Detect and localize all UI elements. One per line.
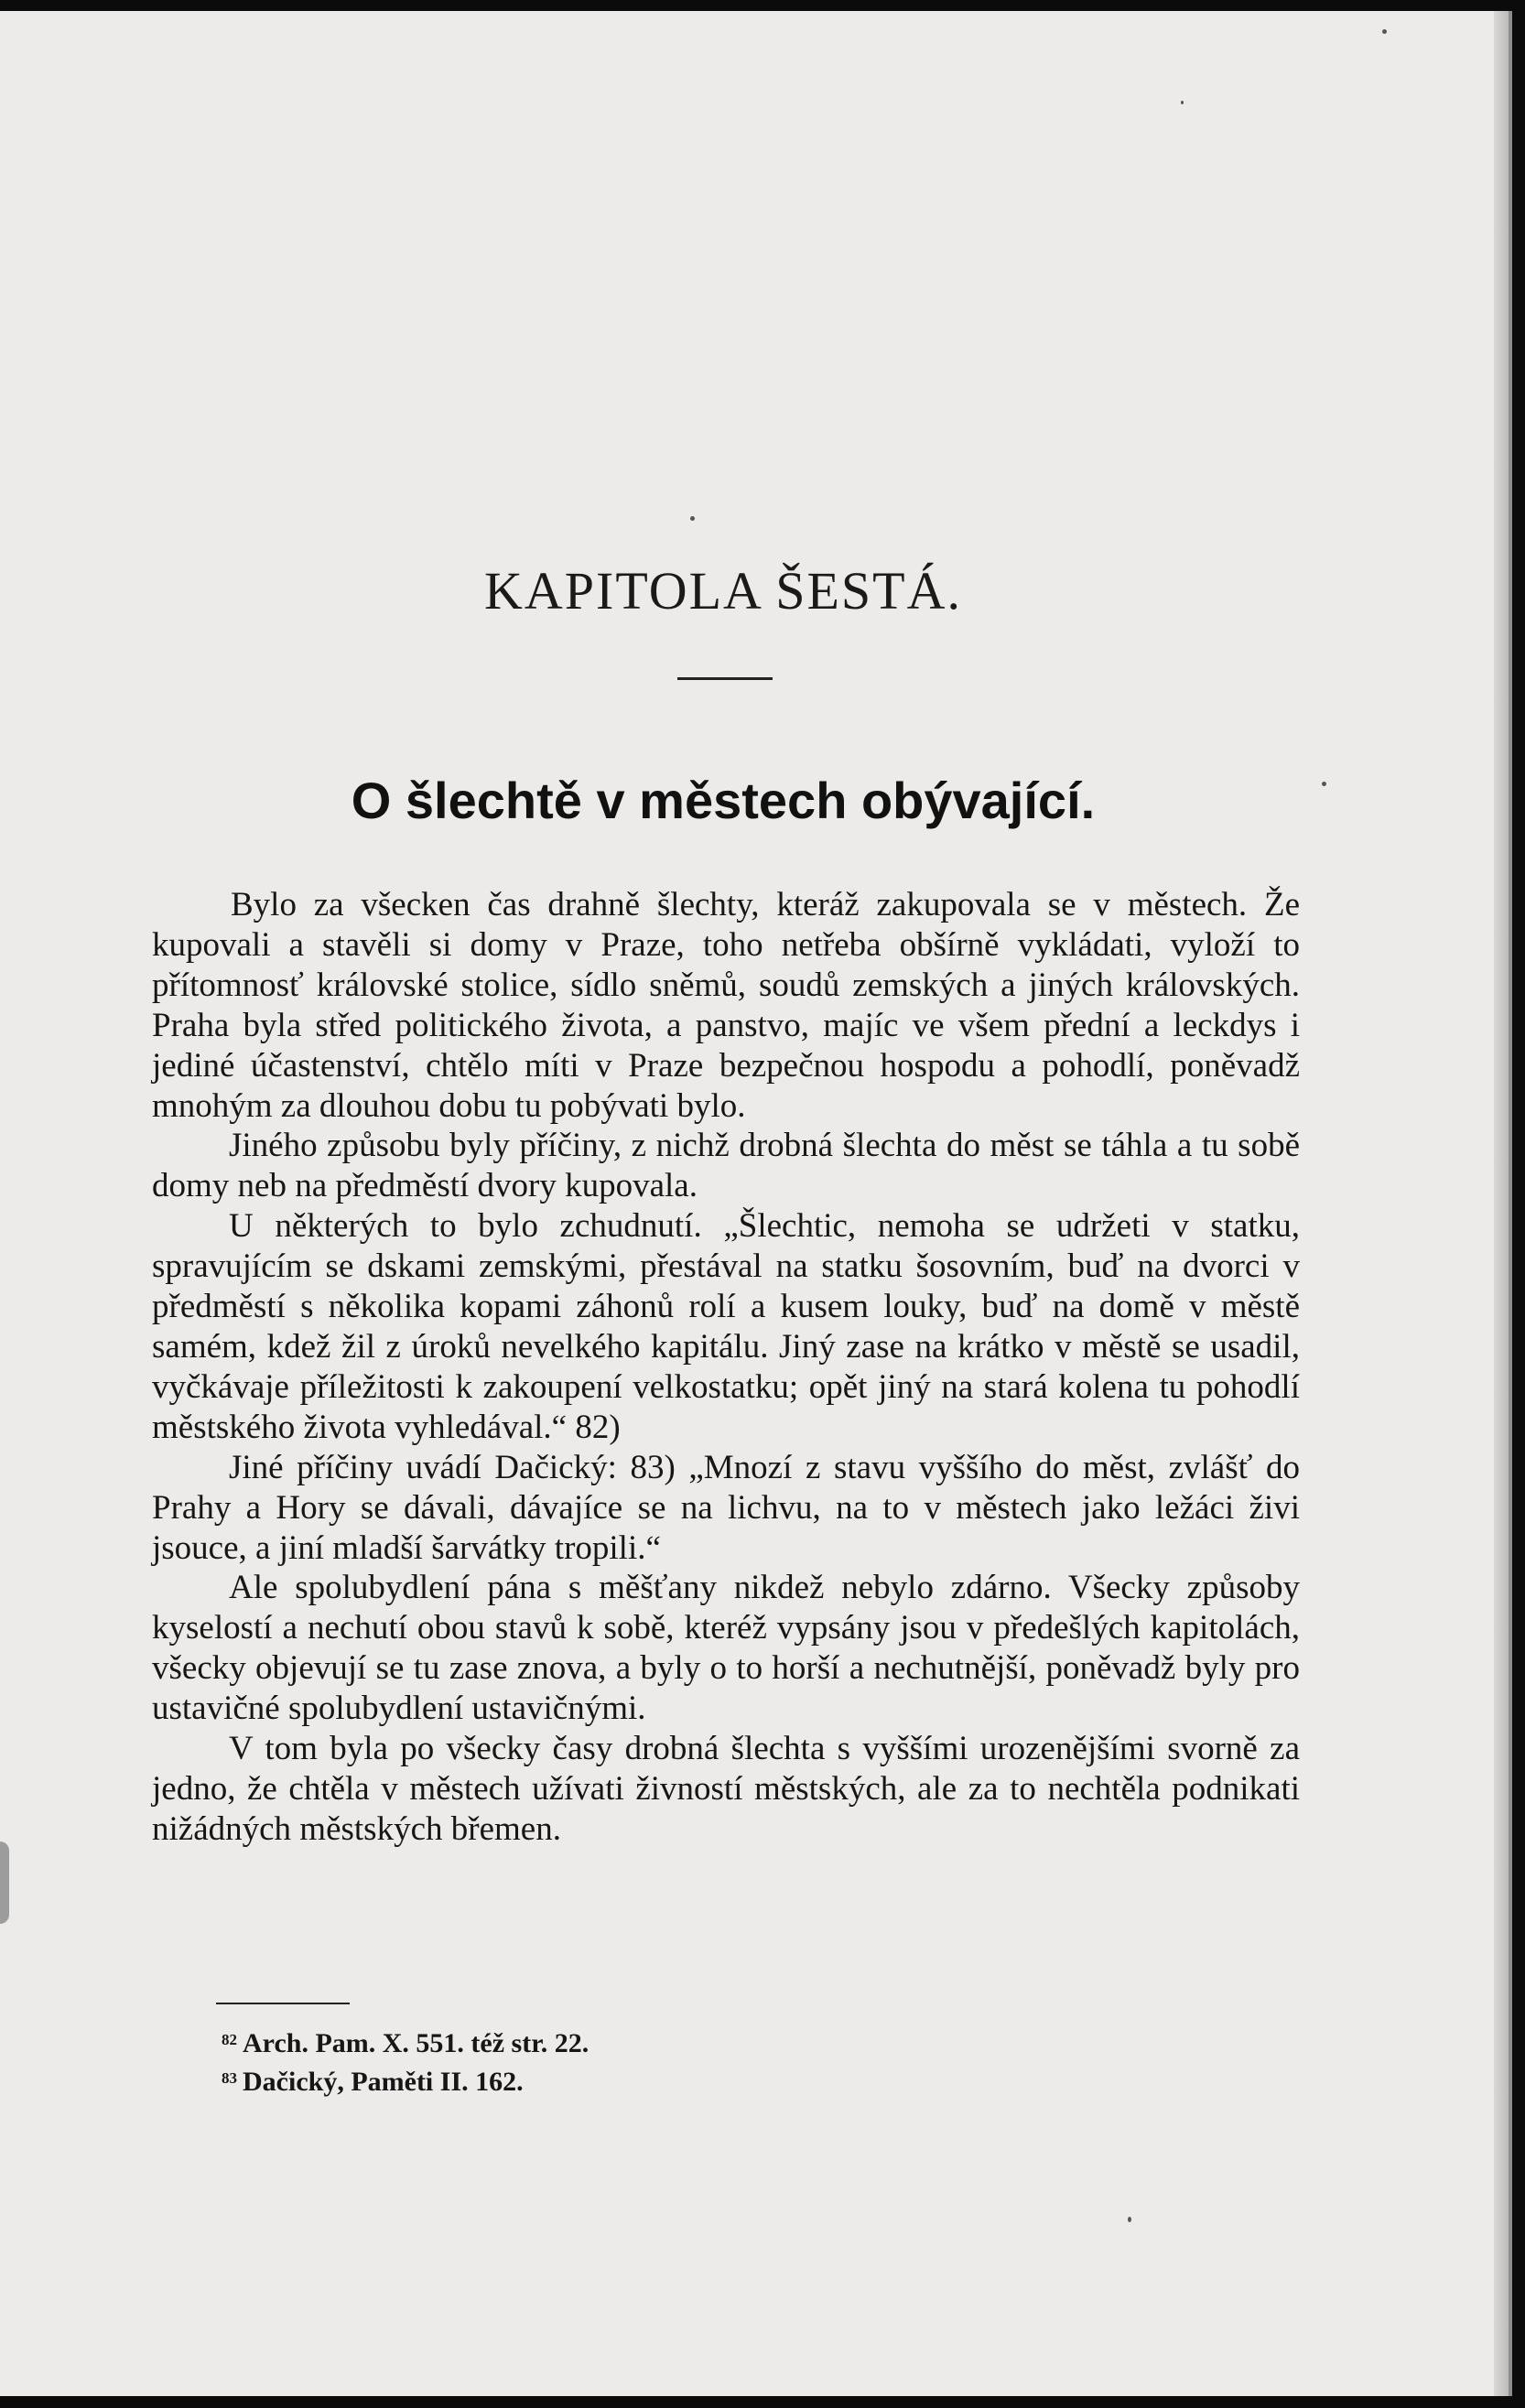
footnote-number: 82: [222, 2031, 237, 2048]
paragraph: V tom byla po všecky časy drobná šlechta s vyššími urozenějšími svorně za jedno, že chtěla v městech užívati živností městských, ale za to nechtěla podnikati nižádných městských břemen.: [152, 1730, 1300, 1848]
paragraph: Bylo za všecken čas drahně šlechty, kteráž zakupovala se v městech. Že kupovali a stavěli si domy v Praze, toho netřeba obšírně vykládati, vyloží to přítomnosť královské stolice, sídlo sněmů, soudů zemských a jiných královských. Praha byla střed politického života, a panstvo, majíc ve všem přední a leckdys i jediné účastenství, chtělo míti v Praze bezpečnou hospodu a pohodlí, poněvadž mnohým za dlouhou dobu tu pobývati bylo.: [152, 886, 1300, 1125]
body-text: [152, 885, 1300, 1850]
paragraph: Jiného způsobu byly příčiny, z nichž drobná šlechta do měst se táhla a tu sobě domy neb na předměstí dvory kupovala.: [152, 1127, 1300, 1205]
paper-speck: [1181, 101, 1184, 104]
page-edge: [1494, 11, 1509, 2396]
paper-speck: [1322, 782, 1326, 786]
book-page: [0, 11, 1512, 2396]
paper-speck: [1128, 2217, 1131, 2222]
paragraph: U některých to bylo zchudnutí. „Šlechtic, nemoha se udržeti v statku, spravujícím se dskami zemskými, přestával na statku šosovním, buď na dvorci v předměstí s několika kopami záhonů rolí a kusem louky, buď na domě v městě samém, kdež žil z úroků nevelkého kapitálu. Jiný zase na krátko v městě se usadil, vyčkávaje příležitosti k zakoupení velkostatku; opět jiný na stará kolena tu pohodlí městského života vyhledával.“ 82): [152, 1207, 1300, 1446]
footnote-text: Dačický, Paměti II. 162.: [243, 2067, 524, 2097]
title-divider: [677, 677, 773, 680]
paragraph: Jiné příčiny uvádí Dačický: 83) „Mnozí z stavu vyššího do měst, zvlášť do Prahy a Hory se dávali, dávajíce se na lichvu, na to v městech jako ležáci živi jsouce, a jiní mladší šarvátky tropili.“: [152, 1448, 1300, 1567]
footnote-number: 83: [222, 2069, 237, 2087]
paper-speck: [690, 516, 695, 521]
chapter-label: KAPITOLA ŠESTÁ.: [484, 561, 962, 621]
footnote-divider: [216, 2003, 350, 2004]
paragraph: Ale spolubydlení pána s měšťany nikdež nebylo zdárno. Všecky způsoby kyselostí a nechutí obou stavů k sobě, kteréž vypsány jsou v předešlých kapitolách, všecky objevují se tu zase znova, a byly o to horší a nechutnější, poněvadž byly pro ustavičné spolubydlení ustavičnými.: [152, 1569, 1300, 1728]
binding-mark: [0, 1841, 9, 1924]
footnote: [222, 2023, 589, 2061]
section-title: O šlechtě v městech obývající.: [351, 772, 1096, 829]
paper-speck: [1382, 29, 1387, 34]
footnote: [222, 2061, 589, 2100]
footnotes: [222, 2023, 589, 2100]
footnote-text: Arch. Pam. X. 551. též str. 22.: [243, 2028, 589, 2058]
